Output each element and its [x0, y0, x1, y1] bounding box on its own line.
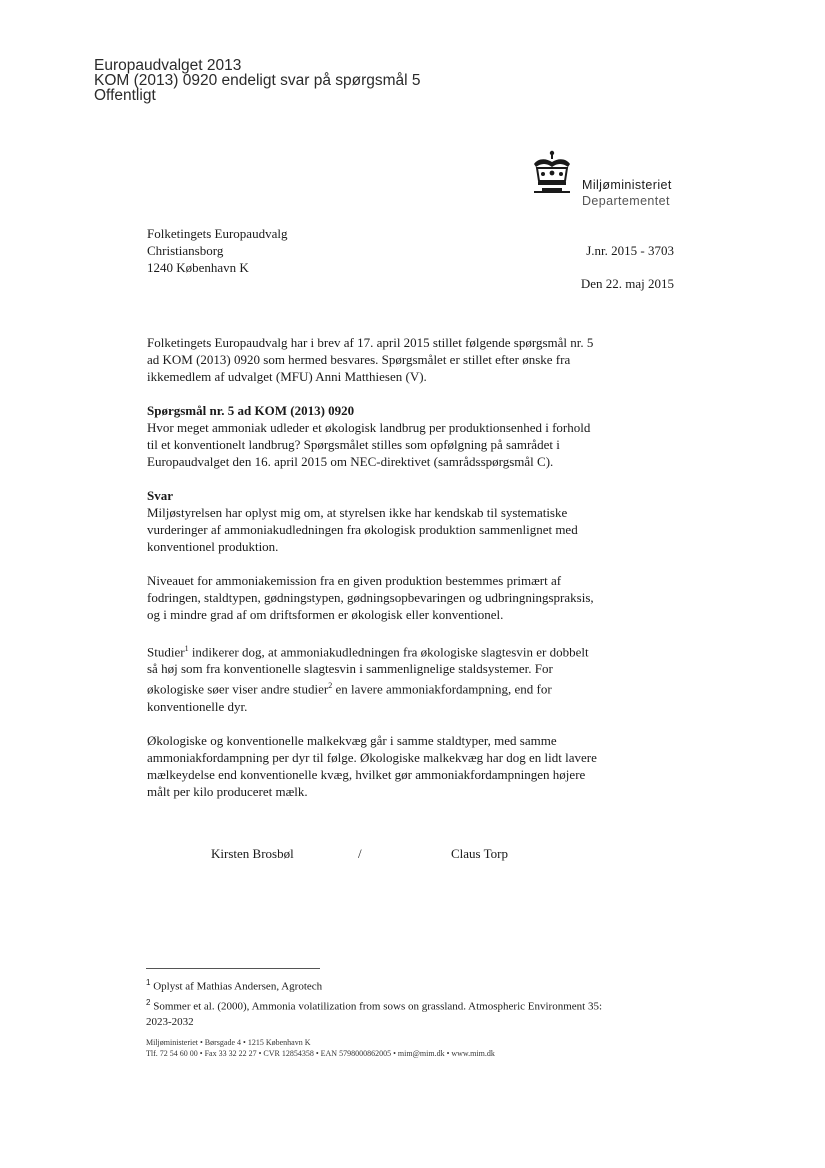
- answer-paragraph-1: Miljøstyrelsen har oplyst mig om, at styrelsen ikke har kendskab til systematiske vurderinger af ammoniakudledningen fra økologisk produktion sammenlignet med konventionel produktion.: [147, 505, 578, 554]
- answer-p3-middle: indikerer dog, at ammoniakudledningen fra økologiske slagtesvin er dobbelt så høj som fra konventionelle slagtesvin i sammenlignelige staldsystemer. For økologiske søer viser andre studier: [147, 644, 589, 697]
- footnote-reference-1: 1: [184, 644, 189, 653]
- footnotes: [146, 975, 606, 1030]
- letter-date: Den 22. maj 2015: [580, 276, 674, 291]
- question-heading: Spørgsmål nr. 5 ad KOM (2013) 0920: [147, 403, 355, 418]
- answer-paragraph-3: [147, 640, 597, 715]
- answer-paragraph-2: Niveauet for ammoniakemission fra en given produktion bestemmes primært af fodringen, staldtypen, gødningstypen, gødningsopbevaringen og udbringningspraksis, og i mindre grad af om driftsformen er økologisk eller konventionel.: [147, 573, 594, 622]
- question-text: Hvor meget ammoniak udleder et økologisk landbrug per produktionsenhed i forhold til et konventionelt landbrug? Spørgsmålet stilles som opfølgning på samrådet i Europaudvalget den 16. april 2015 om NEC-direktivet (samrådsspørgsmål C).: [147, 420, 591, 469]
- question-section: [147, 402, 597, 470]
- answer-p3-start: Studier: [147, 644, 185, 660]
- stamp-line-reference: KOM (2013) 0920 endeligt svar på spørgsmål 5: [94, 72, 421, 89]
- answer-section: [147, 487, 597, 555]
- recipient-address: [147, 225, 287, 276]
- signature-separator: /: [358, 846, 362, 861]
- signature-minister: Kirsten Brosbøl: [211, 846, 294, 861]
- ministry-header: [582, 177, 672, 209]
- ministry-name: Miljøministeriet: [582, 178, 672, 192]
- footnote-item: [146, 995, 606, 1031]
- recipient-line: 1240 København K: [147, 260, 249, 275]
- document-stamp: [94, 58, 421, 103]
- footnote-item: [146, 975, 606, 995]
- footnote-divider: [146, 968, 320, 969]
- contact-line: Tlf. 72 54 60 00 • Fax 33 32 22 27 • CVR 12854358 • EAN 5798000862005 • mim@mim.dk • www.mim.dk: [146, 1049, 495, 1058]
- footnote-text: Sommer et al. (2000), Ammonia volatilization from sows on grassland. Atmospheric Environment 35: 2023-2032: [146, 1000, 602, 1029]
- answer-p3-end: en lavere ammoniakfordampning, end for konventionelle dyr.: [147, 681, 552, 714]
- department-name: Departementet: [582, 194, 670, 208]
- footnote-number: 1: [146, 978, 151, 987]
- ministry-address-footer: [146, 1037, 495, 1059]
- address-line: Miljøministeriet • Børsgade 4 • 1215 København K: [146, 1038, 311, 1047]
- stamp-line-committee: Europaudvalget 2013: [94, 57, 242, 74]
- recipient-line: Christiansborg: [147, 243, 224, 258]
- footnote-number: 2: [146, 997, 151, 1007]
- intro-paragraph: Folketingets Europaudvalg har i brev af 17. april 2015 stillet følgende spørgsmål nr. 5 ad KOM (2013) 0920 som hermed besvares. Spørgsmålet er stillet efter ønske fra ikkemedlem af udvalget (MFU) Anni Matthiesen (V).: [147, 335, 594, 384]
- footnote-text: Oplyst af Mathias Andersen, Agrotech: [153, 980, 323, 993]
- stamp-line-status: Offentligt: [94, 87, 156, 104]
- answer-paragraph-4: Økologiske og konventionelle malkekvæg går i samme staldtyper, med samme ammoniakfordampning per dyr til følge. Økologiske malkekvæg har dog en lidt lavere mælkeydelse end konventionelle kvæg, hvilket gør ammoniakfordampningen højere målt per kilo produceret mælk.: [147, 732, 597, 799]
- answer-heading: Svar: [147, 488, 173, 503]
- footnote-reference-2: 2: [328, 681, 333, 691]
- journal-number: J.nr. 2015 - 3703: [586, 243, 674, 258]
- royal-crown-icon: [528, 150, 576, 194]
- letter-meta: [581, 242, 674, 292]
- signature-official: Claus Torp: [451, 846, 508, 861]
- letter-body: [147, 334, 597, 817]
- recipient-line: Folketingets Europaudvalg: [147, 226, 288, 241]
